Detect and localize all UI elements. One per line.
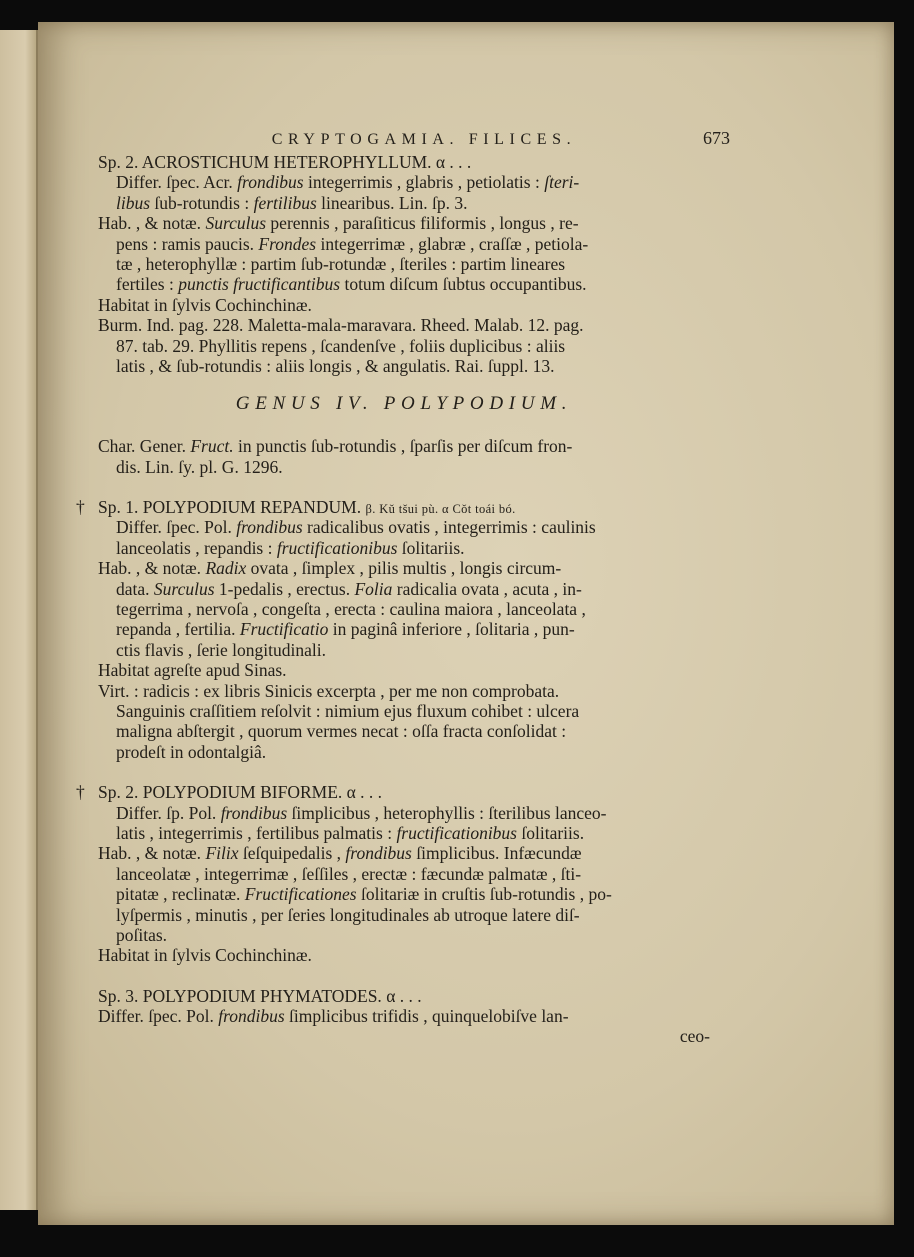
text-line: lanceolatis , repandis : fructificationibus ſolitariis.	[116, 537, 465, 558]
text-line: latis , & ſub-rotundis : aliis longis , & angulatis. Rai. ſuppl. 13.	[116, 355, 555, 376]
dagger-mark: †	[76, 782, 85, 803]
text-line: libus ſub-rotundis : fertilibus linearibus. Lin. ſp. 3.	[116, 192, 468, 213]
text-line: Habitat in ſylvis Cochinchinæ.	[98, 945, 312, 966]
genus-heading: GENUS IV. POLYPODIUM.	[235, 393, 573, 415]
facing-page-edge	[0, 30, 38, 1210]
genus-character	[98, 436, 710, 477]
species-number: Sp. 2.	[98, 152, 139, 172]
text-line: Differ. ſp. Pol. frondibus ſimplicibus , heterophyllis : ſterilibus lanceo-	[116, 802, 607, 823]
text-line: Hab. , & notæ. Radix ovata , ſimplex , pilis multis , longis circum-	[98, 558, 562, 579]
entry-heading	[76, 497, 710, 518]
text-line: lanceolatæ , integerrimæ , ſeſſiles , erectæ : fæcundæ palmatæ , ſti-	[116, 863, 582, 884]
species-name: POLYPODIUM BIFORME.	[142, 782, 343, 803]
entry-heading	[98, 152, 710, 172]
text-line: Hab. , & notæ. Surculus perennis , paraſiticus filiformis , longus , re-	[98, 213, 579, 234]
page-number: 673	[703, 128, 730, 148]
text-line: pens : ramis paucis. Frondes integerrimæ , glabræ , craſſæ , petiola-	[116, 233, 589, 254]
running-head	[98, 128, 730, 152]
running-head-title: CRYPTOGAMIA. FILICES.	[271, 131, 577, 148]
species-number: Sp. 2.	[98, 782, 139, 803]
catchword: ceo-	[679, 1026, 710, 1047]
text-line: data. Surculus 1-pedalis , erectus. Folia radicalia ovata , acuta , in-	[116, 578, 582, 599]
text-line: fertiles : punctis fructificantibus totum diſcum ſubtus occupantibus.	[116, 274, 587, 295]
dagger-mark: †	[76, 497, 85, 518]
book-page	[38, 22, 894, 1225]
text-line: 87. tab. 29. Phyllitis repens , ſcandenſve , foliis duplicibus : aliis	[116, 335, 566, 356]
heading-tail: α . . .	[386, 985, 422, 1006]
species-number: Sp. 1.	[98, 497, 139, 518]
text-line: poſitas.	[116, 924, 168, 945]
text-line: Habitat agreſte apud Sinas.	[98, 660, 287, 681]
text-line: Hab. , & notæ. Filix ſeſquipedalis , frondibus ſimplicibus. Infæcundæ	[98, 843, 582, 864]
vernacular-names: β. Kǔ tšui pù. α Cǒt toái bó.	[365, 502, 516, 517]
text-line: tegerrima , nervoſa , congeſta , erecta : caulina maiora , lanceolata ,	[116, 599, 586, 620]
species-number: Sp. 3.	[98, 985, 139, 1006]
entry-acrostichum-heterophyllum	[98, 152, 710, 376]
entry-heading	[98, 986, 710, 1006]
text-line: maligna abſtergit , quorum vermes necat : oſſa fracta conſolidat :	[116, 721, 567, 742]
species-name: ACROSTICHUM HETEROPHYLLUM.	[141, 152, 432, 172]
entry-polypodium-biforme	[76, 782, 710, 966]
species-name: POLYPODIUM PHYMATODES.	[142, 985, 382, 1006]
text-line: lyſpermis , minutis , per ſeries longitudinales ab utroque latere diſ-	[116, 904, 580, 925]
text-line: latis , integerrimis , fertilibus palmatis : fructificationibus ſolitariis.	[116, 822, 585, 843]
text-line: ctis flavis , ſerie longitudinali.	[116, 639, 326, 660]
species-name: POLYPODIUM REPANDUM.	[142, 497, 362, 518]
text-line: Virt. : radicis : ex libris Sinicis excerpta , per me non comprobata.	[98, 680, 560, 701]
heading-tail: α . . .	[346, 782, 383, 803]
text-line: repanda , fertilia. Fructificatio in paginâ inferiore , ſolitaria , pun-	[116, 619, 575, 640]
text-line: Burm. Ind. pag. 228. Maletta-mala-maravara. Rheed. Malab. 12. pag.	[98, 315, 584, 336]
text-line: Sanguinis craſſitiem reſolvit : nimium ejus fluxum cohibet : ulcera	[116, 700, 580, 721]
entry-heading	[76, 782, 710, 803]
text-line: Differ. ſpec. Acr. frondibus integerrimis , glabris , petiolatis : ſteri-	[116, 172, 580, 193]
text-line: dis. Lin. ſy. pl. G. 1296.	[116, 456, 283, 477]
entry-polypodium-phymatodes	[98, 986, 710, 1047]
text-line: pitatæ , reclinatæ. Fructificationes ſolitariæ in cruſtis ſub-rotundis , po-	[116, 884, 612, 905]
text-line: Differ. ſpec. Pol. frondibus ſimplicibus trifidis , quinquelobiſve lan-	[98, 1006, 569, 1027]
heading-tail: α . . .	[435, 152, 472, 172]
text-line: Char. Gener. Fruct. in punctis ſub-rotundis , ſparſis per diſcum fron-	[98, 436, 573, 457]
text-line: Differ. ſpec. Pol. frondibus radicalibus ovatis , integerrimis : caulinis	[116, 517, 596, 538]
entry-polypodium-repandum	[76, 497, 710, 762]
page-text	[76, 128, 730, 1047]
text-line: tæ , heterophyllæ : partim ſub-rotundæ , ſteriles : partim lineares	[116, 253, 566, 274]
text-line: prodeſt in odontalgiâ.	[116, 741, 267, 762]
text-line: Habitat in ſylvis Cochinchinæ.	[98, 294, 312, 315]
